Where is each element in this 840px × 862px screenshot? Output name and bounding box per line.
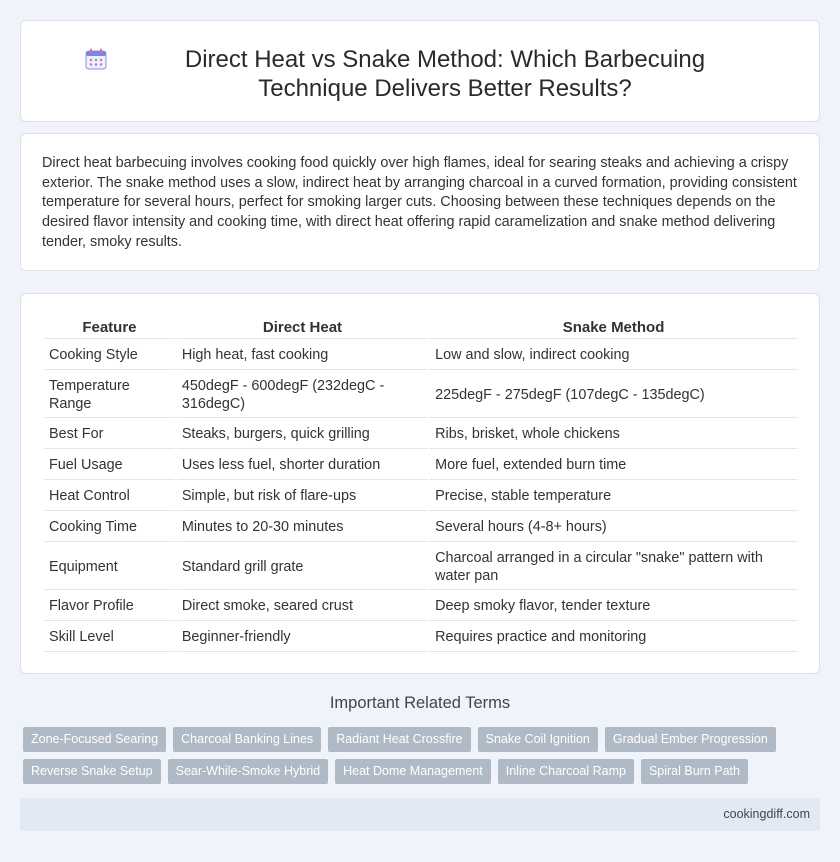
tag-snake-coil-ignition[interactable]: Snake Coil Ignition <box>478 727 598 752</box>
cell-feature: Skill Level <box>44 623 175 652</box>
cell-feature: Temperature Range <box>44 372 175 418</box>
cell-feature: Flavor Profile <box>44 592 175 621</box>
table-row <box>44 544 797 590</box>
table-row <box>44 451 797 480</box>
tag-charcoal-banking-lines[interactable]: Charcoal Banking Lines <box>173 727 321 752</box>
tag-spiral-burn-path[interactable]: Spiral Burn Path <box>641 759 748 784</box>
intro-paragraph: Direct heat barbecuing involves cooking food quickly over high flames, ideal for searing steaks and achieving a crispy exterior. The snake method uses a slow, indirect heat by arranging charcoal in a curved formation, providing consistent temperature for several hours, perfect for smoking larger cuts. Choosing between these techniques depends on the desired flavor intensity and cooking time, with direct heat offering rapid caramelization and snake method delivering tender, smoky results. <box>42 155 797 250</box>
title-card <box>20 20 820 122</box>
tag-row <box>23 759 823 784</box>
table-header-row <box>44 316 797 339</box>
tag-row <box>23 727 823 752</box>
tag-radiant-heat-crossfire[interactable]: Radiant Heat Crossfire <box>328 727 470 752</box>
cell-feature: Fuel Usage <box>44 451 175 480</box>
tag-reverse-snake-setup[interactable]: Reverse Snake Setup <box>23 759 161 784</box>
table-row <box>44 420 797 449</box>
cell-direct-heat: Simple, but risk of flare-ups <box>177 482 428 511</box>
tag-gradual-ember-progression[interactable]: Gradual Ember Progression <box>605 727 776 752</box>
footer-site-link[interactable]: cookingdiff.com <box>723 807 810 821</box>
cell-direct-heat: Steaks, burgers, quick grilling <box>177 420 428 449</box>
cell-snake-method: Ribs, brisket, whole chickens <box>430 420 797 449</box>
header-snake-method: Snake Method <box>430 316 797 339</box>
table-row <box>44 592 797 621</box>
tag-zone-focused-searing[interactable]: Zone-Focused Searing <box>23 727 166 752</box>
table-row <box>44 482 797 511</box>
cell-snake-method: 225degF - 275degF (107degC - 135degC) <box>430 372 797 418</box>
cell-snake-method: Deep smoky flavor, tender texture <box>430 592 797 621</box>
cell-feature: Best For <box>44 420 175 449</box>
related-terms-heading: Important Related Terms <box>329 694 511 712</box>
page-title: Direct Heat vs Snake Method: Which Barbecuing Technique Delivers Better Results? <box>184 46 706 102</box>
cell-snake-method: Requires practice and monitoring <box>430 623 797 652</box>
cell-direct-heat: Beginner-friendly <box>177 623 428 652</box>
cell-feature: Cooking Style <box>44 341 175 370</box>
cell-direct-heat: 450degF - 600degF (232degC - 316degC) <box>177 372 428 418</box>
table-row <box>44 623 797 652</box>
header-direct-heat: Direct Heat <box>177 316 428 339</box>
cell-direct-heat: Uses less fuel, shorter duration <box>177 451 428 480</box>
cell-direct-heat: Direct smoke, seared crust <box>177 592 428 621</box>
tag-inline-charcoal-ramp[interactable]: Inline Charcoal Ramp <box>498 759 634 784</box>
intro-card <box>20 133 820 271</box>
cell-direct-heat: Minutes to 20-30 minutes <box>177 513 428 542</box>
cell-direct-heat: High heat, fast cooking <box>177 341 428 370</box>
footer <box>20 798 820 831</box>
cell-feature: Equipment <box>44 544 175 590</box>
tag-sear-while-smoke-hybrid[interactable]: Sear-While-Smoke Hybrid <box>168 759 328 784</box>
table-row <box>44 513 797 542</box>
table-row <box>44 341 797 370</box>
cell-direct-heat: Standard grill grate <box>177 544 428 590</box>
tag-heat-dome-management[interactable]: Heat Dome Management <box>335 759 491 784</box>
cell-feature: Heat Control <box>44 482 175 511</box>
comparison-table <box>42 314 799 654</box>
cell-snake-method: Precise, stable temperature <box>430 482 797 511</box>
header-feature: Feature <box>44 316 175 339</box>
cell-snake-method: Several hours (4-8+ hours) <box>430 513 797 542</box>
related-terms-tags <box>23 727 823 791</box>
cell-snake-method: Low and slow, indirect cooking <box>430 341 797 370</box>
comparison-table-card <box>20 293 820 674</box>
cell-snake-method: Charcoal arranged in a circular "snake" pattern with water pan <box>430 544 797 590</box>
cell-feature: Cooking Time <box>44 513 175 542</box>
table-row <box>44 372 797 418</box>
cell-snake-method: More fuel, extended burn time <box>430 451 797 480</box>
